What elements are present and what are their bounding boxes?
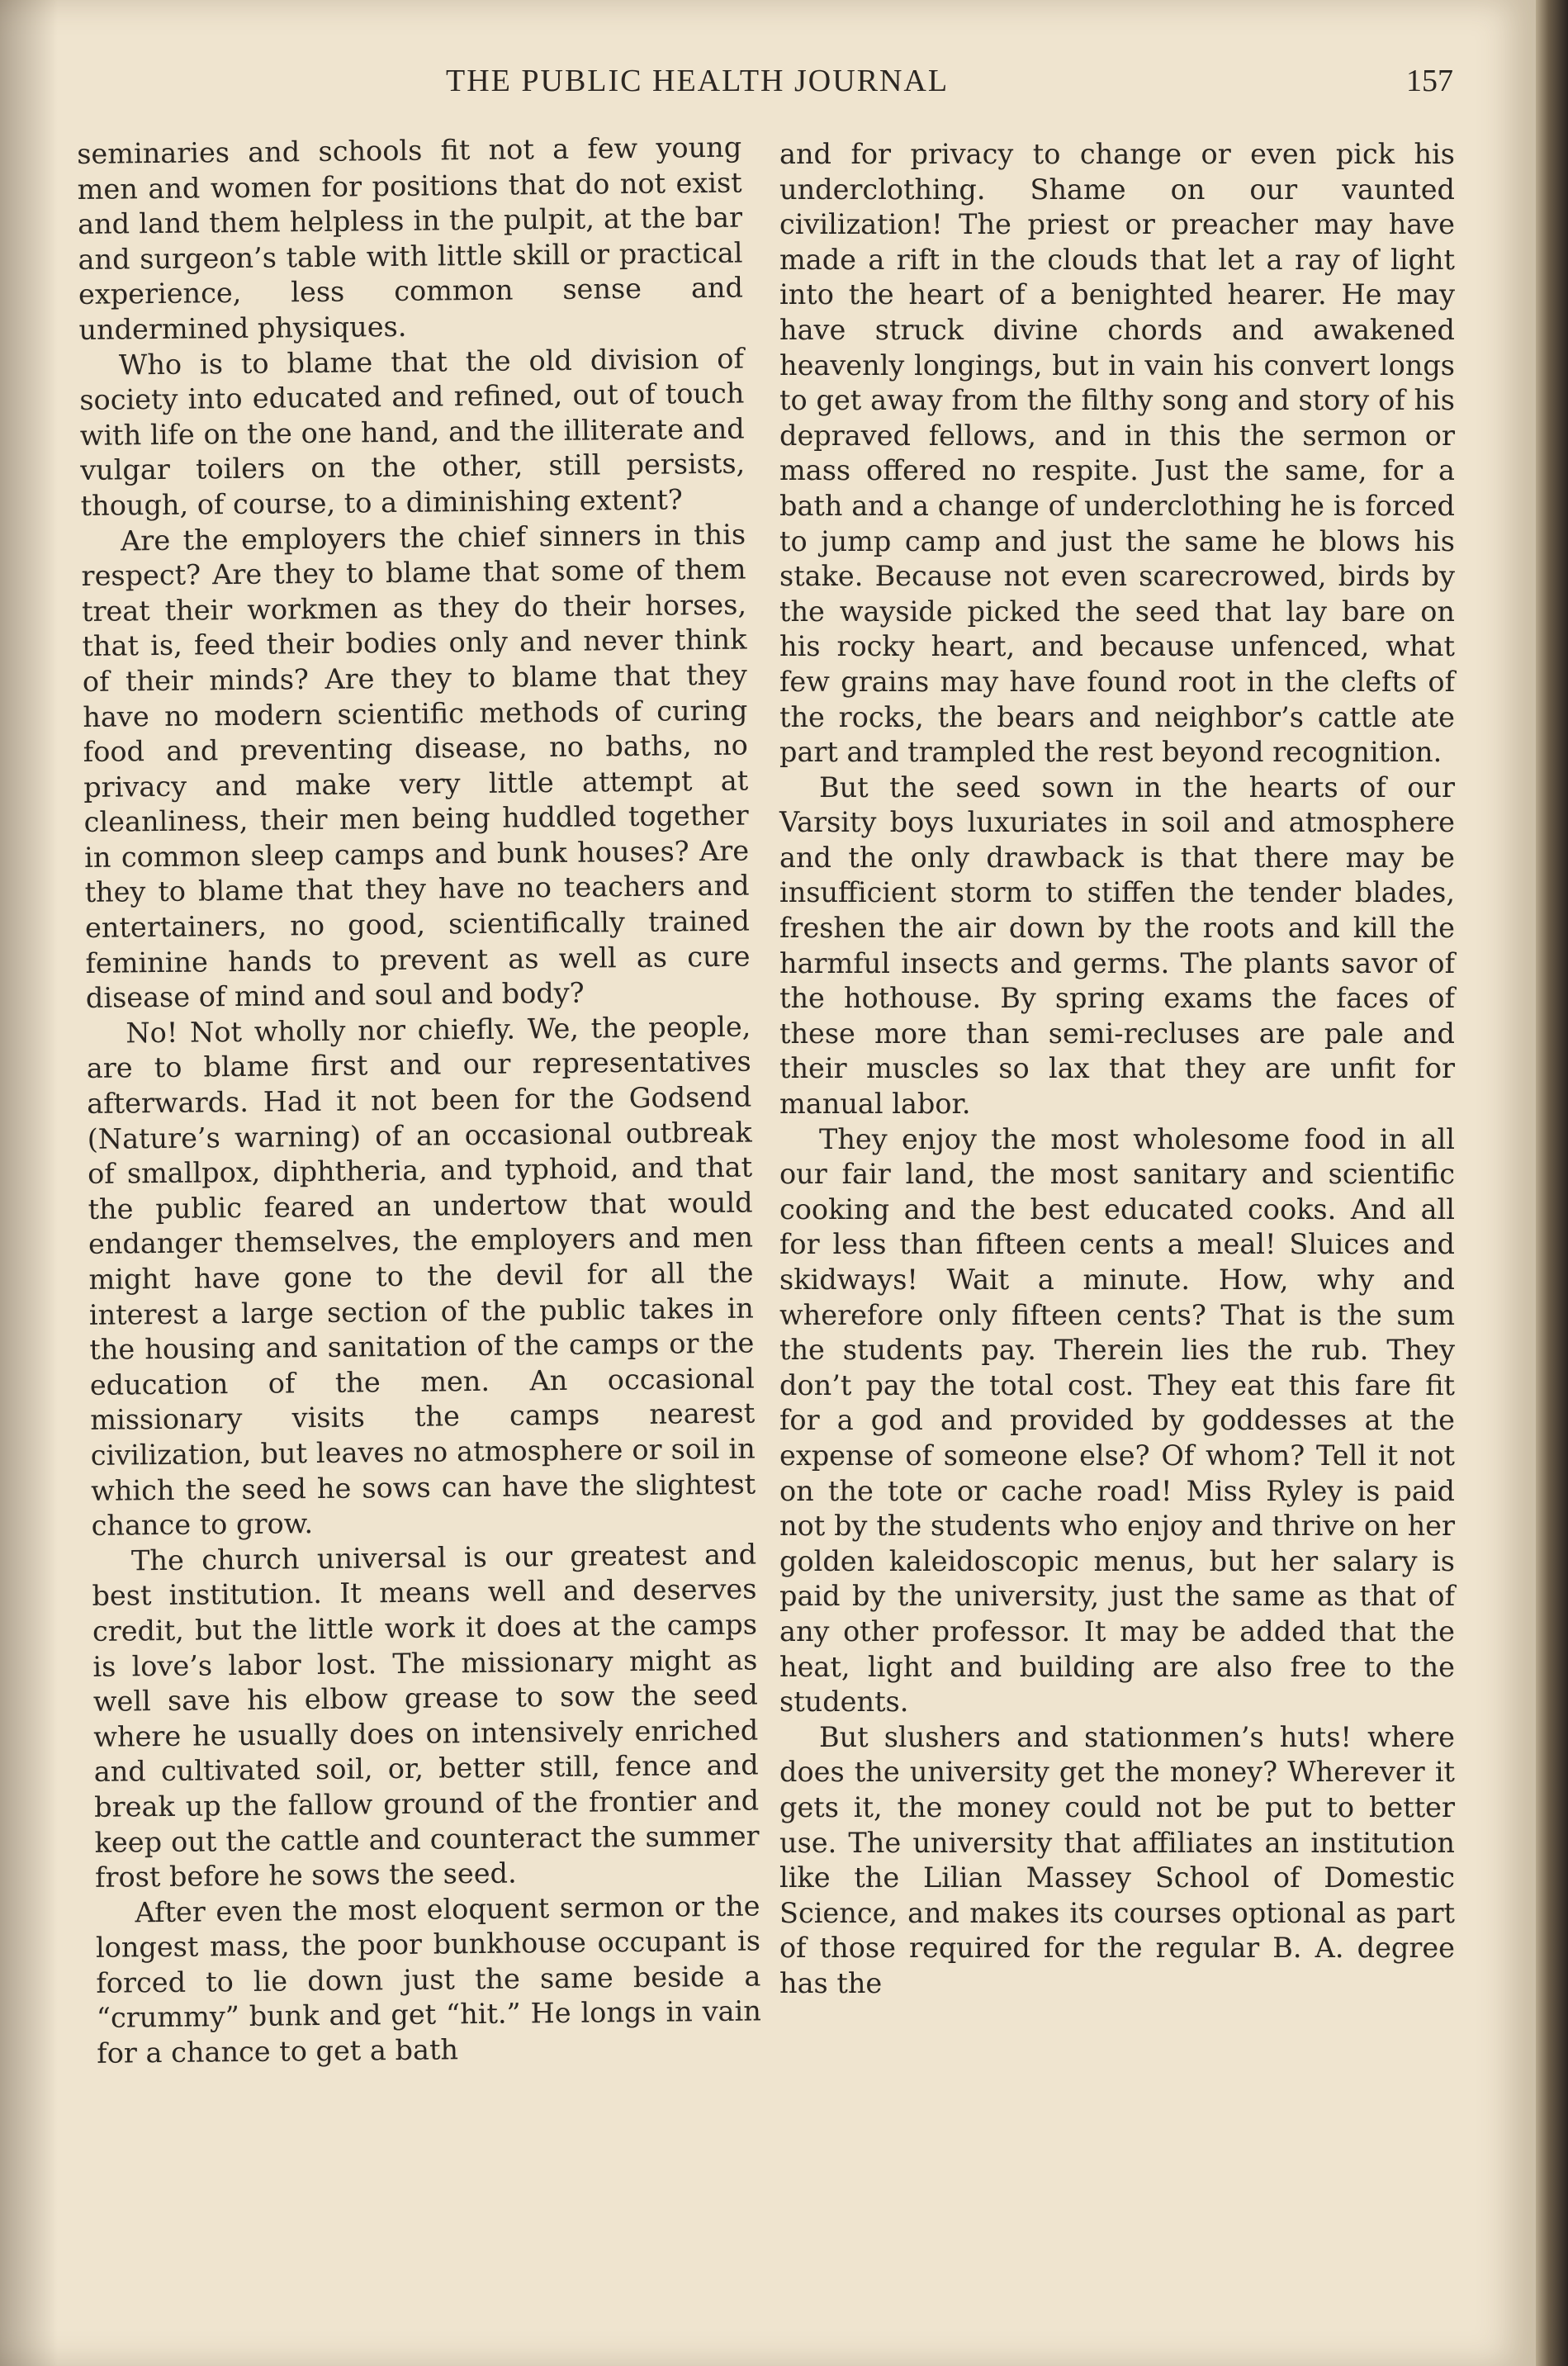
left-paragraph-3: Are the employers the chief sinners in this respect? Are they to blame that some of them treat their workmen as they do their horses, that is, feed their bodies only and never think of their minds? Are they to blame that they have no modern scientific methods of curing food and preventing disease, no baths, no privacy and make very little attempt at cleanliness, their men being huddled together in common sleep camps and bunk houses? Are they to blame that they have no teachers and entertainers, no good, scientifically trained feminine hands to prevent as well as cure disease of mind and soul and body? (81, 518, 751, 1015)
gutter-shadow (0, 0, 58, 2366)
running-header (429, 63, 1453, 112)
left-paragraph-1: seminaries and schools fit not a few young men and women for positions that do not exist and land them helpless in the pulpit, at the bar and surgeon’s table with little skill or practical experience, less common sense and undermined physiques. (77, 130, 744, 346)
left-paragraph-4: No! Not wholly nor chiefly. We, the people, are to blame first and our representatives afterwards. Had it not been for the Godsend (Nature’s warning) of an occasional outbreak of smallpox, diphtheria, and typhoid, and that the public feared an undertow that would endanger themselves, the employers and men might have gone to the devil for all the interest a large section of the public takes in the housing and sanitation of the camps or the education of the men. An occasional missionary visits the camps nearest civilization, but leaves no atmosphere or soil in which the seed he sows can have the slightest chance to grow. (86, 1010, 756, 1543)
left-column (77, 130, 761, 2072)
right-column (779, 137, 1455, 2001)
page-number: 157 (1406, 64, 1453, 98)
left-paragraph-5: The church universal is our greatest and best institution. It means well and deserves credit, but the little work it does at the camps is love’s labor lost. The missionary might as well save his elbow grease to sow the seed where he usually does on intensively enriched and cultivated soil, or, better still, fence and break up the fallow ground of the frontier and keep out the cattle and counteract the summer frost before he sows the seed. (92, 1538, 760, 1894)
right-paragraph-3: They enjoy the most wholesome food in all our fair land, the most sanitary and scientific cooking and the best educated cooks. And all for less than fifteen cents a meal! Sluices and skidways! Wait a minute. How, why and wherefore only fifteen cents? That is the sum the students pay. Therein lies the rub. They don’t pay the total cost. They eat this fare fit for a god and provided by goddesses at the expense of someone else? Of whom? Tell it not on the tote or cache road! Miss Ryley is paid not by the students who enjoy and thrive on her golden kaleidoscopic menus, but her salary is paid by the university, just the same as that of any other professor. It may be added that the heat, light and building are also free to the students. (779, 1122, 1455, 1719)
right-paragraph-1: and for privacy to change or even pick his underclothing. Shame on our vaunted civilization! The priest or preacher may have made a rift in the clouds that let a ray of light into the heart of a benighted hearer. He may have struck divine chords and awakened heavenly longings, but in vain his convert longs to get away from the filthy song and story of his depraved fellows, and in this the sermon or mass offered no respite. Just the same, for a bath and a change of underclothing he is forced to jump camp and just the same he blows his stake. Because not even scarecrowed, birds by the wayside picked the seed that lay bare on his rocky heart, and because unfenced, what few grains may have found root in the clefts of the rocks, the bears and neighbor’s cattle ate part and trampled the rest beyond recognition. (779, 138, 1455, 769)
journal-title: THE PUBLIC HEALTH JOURNAL (446, 64, 950, 98)
right-paragraph-2: But the seed sown in the hearts of our Varsity boys luxuriates in soil and atmosphere and the only drawback is that there may be insufficient storm to stiffen the tender blades, freshen the air down by the roots and kill the harmful insects and germs. The plants savor of the hothouse. By spring exams the faces of these more than semi-recluses are pale and their muscles so lax that they are unfit for manual labor. (779, 770, 1455, 1121)
left-paragraph-2: Who is to blame that the old division of society into educated and refined, out of touch with life on the one hand, and the illiterate and vulgar toilers on the other, still persists, though, of course, to a diminishing extent? (79, 342, 746, 522)
right-paragraph-4: But slushers and stationmen’s huts! where does the university get the money? Wherever it gets it, the money could not be put to better use. The university that affiliates an institution like the Lilian Massey School of Domestic Science, and makes its courses optional as part of those required for the regular B. A. degree has the (779, 1720, 1455, 1999)
page-edge (1536, 0, 1568, 2366)
left-paragraph-6: After even the most eloquent sermon or the longest mass, the poor bunkhouse occupant is forced to lie down just the same beside a “crummy” bunk and get “hit.” He longs in vain for a chance to get a bath (95, 1889, 762, 2070)
